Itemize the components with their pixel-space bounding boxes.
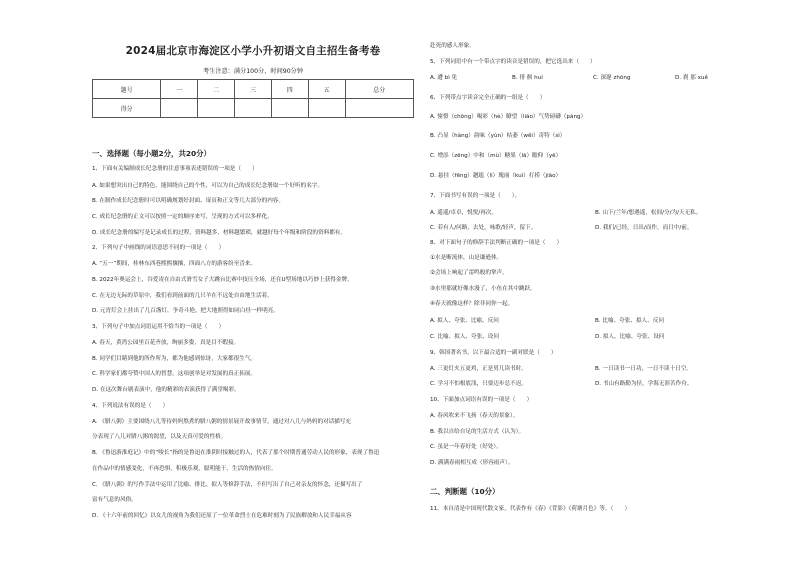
score-table <box>92 79 414 118</box>
score-header-cell: 一 <box>161 80 198 99</box>
question-line: A. 春天，黄湾公园里百花齐放，绚丽多姿，真是目不暇接。 <box>92 340 240 346</box>
q9-option-d: D. 书山有路勤为径，学海无涯苦作舟。 <box>595 381 693 387</box>
question-line: ④春天就像这样？除非同你一起。 <box>430 301 514 307</box>
question-line: A. 《腊八粥》主要围绕八儿等待妈妈熬煮的腊八粥的情景展开故事情节，通过对八儿与妈妈的对话描写充 <box>92 419 352 425</box>
question-line: 2、下列句子中画线的词语意思不同的一项是（ ） <box>92 245 225 251</box>
question-line: ②会场上响起了雷鸣般的掌声。 <box>430 270 508 276</box>
question-line: C. 《腊八粥》的写作手法中运用了比喻、排比、拟人等修辞手法，不但写出了自己对亲友的怀念，还描写出了 <box>92 482 363 488</box>
score-header-cell: 四 <box>271 80 308 99</box>
section-heading-choice: 一、选择题（每小题2分，共20分） <box>92 149 211 158</box>
score-cell <box>235 99 272 118</box>
question-line: A. 憧憬（chōng）喝彩（hè）瞭望（liáo）气势磅礴（páng） <box>430 114 587 120</box>
section-heading-judgement: 二、判断题（10分） <box>430 487 500 496</box>
score-header-cell: 题号 <box>93 80 161 99</box>
question-line: 赴死的感人形象。 <box>430 43 475 49</box>
question-line: A. 春风吹来不飞扬（春天的景象）。 <box>430 413 519 419</box>
q7-option-b: B. 山下/兰年/想遇遥，松间/分/为/天无私。 <box>595 210 702 216</box>
question-line: 11、本自清是中国现代散文家，代表作有《春》《背影》《荷塘月色》等。（ ） <box>430 506 631 512</box>
question-line: 1、下面有关编制成长纪念册的注意事项表述错误的一项是（ ） <box>92 166 258 172</box>
question-line: ③水里那就好像水漫了，小鱼在其中跳跃。 <box>430 286 536 292</box>
q7-option-a: A. 遥遥/卓卓，悦悦/再次。 <box>430 210 497 216</box>
question-line: 5、下列词语中有一个带点字的读音是错误的，把它选出来（ ） <box>430 59 596 65</box>
q7-option-c: C. 若有人/问路，去处，咏歌/轻声，留下。 <box>430 225 537 231</box>
question-line: 6、下列带点字读音完全正确的一组是（ ） <box>430 95 546 101</box>
question-line: 分表现了八儿对腊八粥的渴望，以及天真可爱的性格。 <box>92 434 227 440</box>
question-line: C. 虽是一年春好处（好处）。 <box>430 444 502 450</box>
q8-option-c: C. 比喻、拟人、夸张、设问 <box>430 334 499 340</box>
question-line: D. 悬挂（fēng）趔趄（lì）瑰丽（kuì）打捞（jiāo） <box>430 173 562 179</box>
score-cell <box>161 99 198 118</box>
question-line: D. 满满春雨相互成（形容雨声）。 <box>430 460 514 466</box>
q5-option-c: C. 深邃 zhōng <box>593 75 631 81</box>
question-line: C. 增添（zēng）中和（mù）糖果（lā）瞻仰（yē） <box>430 153 562 159</box>
score-cell <box>271 99 308 118</box>
score-cell <box>345 99 413 118</box>
question-line: 3、下列句子中加点词语运用不恰当的一项是（ ） <box>92 324 225 330</box>
question-line: B. 在制作成长纪念册时可以明确规划好封面、扉页和正文等几大部分的内容。 <box>92 198 284 204</box>
question-line: D. 《十六年前的回忆》以女儿的视角为我们还原了一位革命烈士在危难时刻为了民族解放和人民幸福从容 <box>92 513 352 519</box>
question-line: 8、对下面句子的修辞手法判断正确的一项是（ ） <box>430 240 563 246</box>
q9-option-a: A. 三更灯火五更鸡，正是男儿读书时。 <box>430 366 527 372</box>
question-line: B. 我以自给自足的生活方式（认为）。 <box>430 429 525 435</box>
score-cell <box>308 99 345 118</box>
question-line: 7、下面书写有误的一项是（ ）。 <box>430 193 521 199</box>
question-line: B. 凸显（hàng）韵味（yùn）枯萎（wěi）奇特（sì） <box>430 133 566 139</box>
q8-option-d: D. 拟人、比喻、夸张、设问 <box>595 334 665 340</box>
question-line: C. 成长纪念册的正文可以按照一定的顺序来写，呈现的方式可以多样化。 <box>92 214 273 220</box>
question-line: D. 成长纪念册的编写是记录成长的过程，资料越多，材料越繁琐，就越好每个年级和阶段的资料都有。 <box>92 230 346 236</box>
score-cell <box>198 99 235 118</box>
question-line: B. 2022年奥运会上，谷爱凌在自由式滑雪女子大跳台比赛中技压全场，还在U型场地以巧妙上获得金牌。 <box>92 277 353 283</box>
question-line: B. 同学们目睹到他的所作所为，都为他感到惊讶，大家都很生气。 <box>92 356 257 362</box>
score-header-cell: 总分 <box>345 80 413 99</box>
score-table-score-row <box>93 99 414 118</box>
question-line: D. 元宵灯会上挂出了几百盏灯，争奇斗艳，把大地照得如同白昼一样明亮。 <box>92 308 279 314</box>
score-header-cell: 五 <box>308 80 345 99</box>
question-line: D. 在这次舞台剧表演中，他的精彩的表演获得了满堂喝彩。 <box>92 387 240 393</box>
question-line: A. 如果想突出自己的特色，能围绕自己的个性，可以为自己的成长纪念册取一个好听的名字。 <box>92 183 324 189</box>
score-row-label: 得分 <box>93 99 161 118</box>
question-line: 4、下列说法有误的是（ ） <box>92 403 169 409</box>
q9-option-b: B. 一日读书一日功，一日不读十日空。 <box>595 366 692 372</box>
q9-option-c: C. 学习不怕根底浅，只要迈步总不迟。 <box>430 381 527 387</box>
question-line: 富有气息的风俗。 <box>92 497 137 503</box>
q8-option-b: B. 比喻、夸张、拟人、反问 <box>595 318 664 324</box>
q7-option-d: D. 我们/已经，日出/而作，而日中/前。 <box>595 225 693 231</box>
question-line: B. 《鲁迅游淮庭记》中的“唆长”指的是鲁迅在淮阴时接触过的人，代表了那个时期普通劳动人民的形象，表现了鲁迅 <box>92 450 380 456</box>
score-header-cell: 三 <box>235 80 272 99</box>
question-line: 在作品中的情感变化，不再恐惧，积极乐观，聪明能干，生活的热情向往。 <box>92 466 277 472</box>
score-header-cell: 二 <box>198 80 235 99</box>
question-line: C. 科学家们都夸赞中国人的智慧，这项创举是对发展的真正拓展。 <box>92 371 257 377</box>
q5-option-b: B. 徘 徊 huí <box>512 75 543 81</box>
question-line: C. 在无边无际的草原中，我们看到前面的几只羊在不远处自由地生活着。 <box>92 293 273 299</box>
question-line: A. “五一”期间，桂林东西巷熙熙攘攘，四面八方的游客纷至沓来。 <box>92 261 257 267</box>
exam-notice: 考生注意：满分100分，时间90分钟 <box>202 68 304 75</box>
q8-option-a: A. 拟人、夸张、比喻、反问 <box>430 318 499 324</box>
question-line: 9、韩国著名书，以下最合适的一副对联是（ ） <box>430 350 557 356</box>
question-line: 10、下面加点词语有误的一项是（ ） <box>430 397 533 403</box>
question-line: ①水是断流体，山是谦逊体。 <box>430 255 503 261</box>
q5-option-a: A. 遭 bì 免 <box>430 75 458 81</box>
score-table-header-row <box>93 80 414 99</box>
q5-option-d: D. 刹 那 xuě <box>675 75 708 81</box>
page-title: 2024届北京市海淀区小学小升初语文自主招生备考卷 <box>125 45 381 57</box>
